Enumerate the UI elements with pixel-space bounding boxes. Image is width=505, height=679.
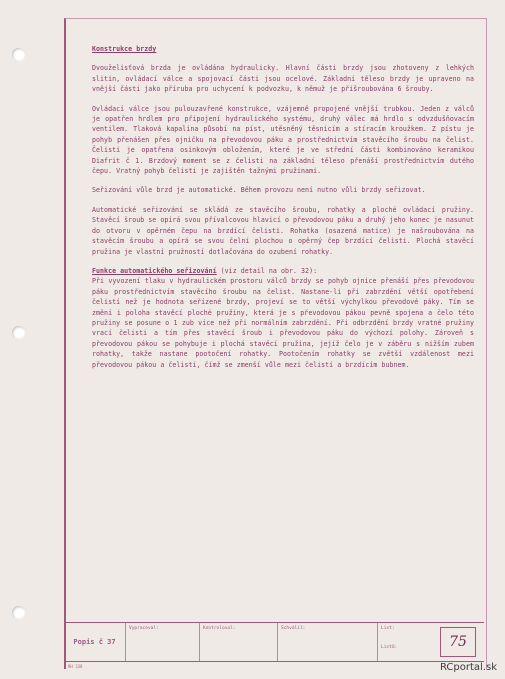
print-stamp: RH 338 xyxy=(68,664,83,669)
punch-hole-top xyxy=(12,48,25,61)
field-sublabel: Listů: xyxy=(381,645,398,650)
section-heading-line xyxy=(92,266,474,276)
section-heading-construction: Konstrukce brzdy xyxy=(92,45,157,53)
paragraph: Seřizování vůle brzd je automatické. Během provozu není nutno vůli brzdy seřizovat. xyxy=(92,186,426,195)
field-approved-by xyxy=(278,623,378,661)
field-checked-by xyxy=(200,623,278,661)
paragraph: Automatické seřizování se skládá ze stavěcího šroubu, rohatky a ploché ovládací pružiny. Stavěcí šroub se opírá svou přívalcovou hlavicí o převodovou páku a druhý jeho konec je nasunut do otvoru v opěrném čepu na brzdící čelisti. Rohatka (osazená matice) je našroubována na stavěcím šroubu a opírá se svou čelní plochou o opěrný čep brzdící čelisti. Plochá stavěcí pružina je vlastní pružností dotlačována do ozubení rohatky. xyxy=(92,205,474,256)
punch-hole-middle xyxy=(12,326,25,339)
field-label: List: xyxy=(381,626,395,631)
field-label: Kontroloval: xyxy=(203,626,236,631)
section-heading-suffix: (viz detail na obr. 32): xyxy=(216,266,318,275)
field-label: Schválil: xyxy=(281,626,306,631)
paragraph: Dvouželisťová brzda je ovládána hydraulicky. Hlavní části brzdy jsou zhotoveny z lehkých slitin, ovládací válce a spojovací části jsou ocelové. Základní těleso brzdy je upraveno na vnější části jako příruba pro uchycení k podvozku, k němuž je přišroubována 6 šrouby. xyxy=(92,64,474,94)
watermark: RCportal.sk xyxy=(439,662,497,673)
paragraph: Ovládací válce jsou pulouzavřené konstrukce, vzájemně propojené vnější trubkou. Jeden z válců je opatřen hrdlem pro připojení hydraulického systému, druhý válec má hrdlo s odvzdušňovacím ventilem. Tlaková kapalina působí na píst, utěsněný těsnicím a stíracím kroužkem. Z pístu je pohyb přenášen přes ojničku na převodovou páku a prostřednictvím stavěcího šroubu na čelist. Čelisti je opatřena osinkovým obložením, které je ve střední části kombinováno keramikou Diafrit č 1. Brzdový moment se z čelisti na základní těleso přenáší prostřednictvím dutého čepu. Vratný pohyb čelisti je zajištěn tažnými pružinami. xyxy=(92,104,474,176)
document-body xyxy=(92,44,474,379)
section-heading-function: Funkce automatického seřizování xyxy=(92,266,217,275)
punch-hole-bottom xyxy=(12,606,25,619)
field-sheet xyxy=(378,623,484,661)
doc-code: Popis č 37 xyxy=(64,623,126,661)
field-label: Vypracoval: xyxy=(129,626,159,631)
title-block xyxy=(64,622,484,662)
paragraph: Při vyvození tlaku v hydraulickém prostoru válců brzdy se pohyb ojnice přenáší přes převodovou páku prostřednictvím stavěcího šroubu na čelist. Nastane-li při zabrzdění větší opotřebení čelistí než je hodnota seřízené brzdy, projeví se to větší výchylkou převodové páky. Tím se změní i poloha stavěcí ploché pružiny, která je s převodovou pákou pevně spojena a čelo této pružiny se posune o 1 zub více než při normálním zabrzdění. Při odbrzdění brzdy vratné pružiny vrací čelisti a tím přes stavěcí šroub i převodovou páku do výchozí polohy. Zároveň s převodovou pákou se pohybuje i plochá stavěcí pružina, jejíž čelo je v záběru s nižším zubem rohatky, takže nastane pootočení rohatky. Pootočením rohatky se zvětší vzdálenost mezi převodovou pákou a čelistí, čímž se zmenší vůle mezi čelistí a brzdícím bubnem. xyxy=(92,277,474,369)
page-number: 75 xyxy=(440,627,476,657)
field-prepared-by xyxy=(126,623,200,661)
